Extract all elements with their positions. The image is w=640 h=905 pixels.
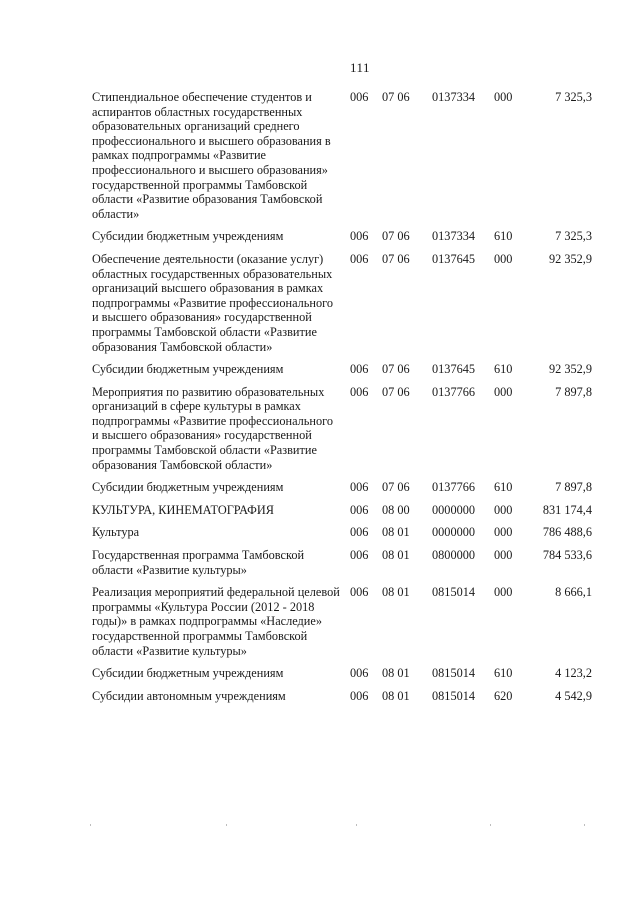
row-name: Субсидии автономным учреждениям <box>92 688 286 703</box>
row-target-code: 0800000 <box>432 548 476 563</box>
row-ministry-code: 006 <box>350 688 369 703</box>
row-name: КУЛЬТУРА, КИНЕМАТОГРАФИЯ <box>92 502 274 517</box>
row-name: Культура <box>92 525 140 540</box>
row-name: Мероприятия по развитию образовательных организаций в сфере культуры в рамках подпрограммы «Развитие профессионального и высшего образования» государственной программы Тамбовской области «Развитие образования Тамбовской области» <box>92 384 333 472</box>
row-expense-type: 610 <box>494 480 513 495</box>
budget-table-body <box>92 90 592 711</box>
row-target-code: 0815014 <box>432 666 476 681</box>
scan-artifact <box>490 824 491 826</box>
row-target-code: 0815014 <box>432 688 476 703</box>
scan-artifact <box>90 824 91 826</box>
table-row <box>92 525 592 548</box>
row-amount: 784 533,6 <box>542 548 592 563</box>
table-row <box>92 585 592 666</box>
row-section-code: 08 01 <box>382 548 410 563</box>
row-expense-type: 000 <box>494 502 513 517</box>
row-target-code: 0137766 <box>432 384 476 399</box>
row-name: Реализация мероприятий федеральной целевой программы «Культура России (2012 - 2018 годы)» в рамках подпрограммы «Наследие» государственной программы Тамбовской области «Развитие культуры» <box>92 585 340 658</box>
row-expense-type: 000 <box>494 525 513 540</box>
row-section-code: 08 01 <box>382 585 410 600</box>
row-name: Субсидии бюджетным учреждениям <box>92 229 284 244</box>
row-ministry-code: 006 <box>350 666 369 681</box>
row-name: Субсидии бюджетным учреждениям <box>92 362 284 377</box>
row-name: Обеспечение деятельности (оказание услуг) областных государственных образовательных организаций высшего образования в рамках подпрограммы «Развитие профессионального и высшего образования» государственной программы Тамбовской области «Развитие образования Тамбовской области» <box>92 251 333 354</box>
row-ministry-code: 006 <box>350 362 369 377</box>
row-target-code: 0137334 <box>432 90 476 104</box>
row-target-code: 0137645 <box>432 362 476 377</box>
row-amount: 8 666,1 <box>555 585 592 600</box>
row-target-code: 0000000 <box>432 502 476 517</box>
scan-artifact <box>356 824 357 826</box>
row-amount: 831 174,4 <box>542 502 592 517</box>
row-ministry-code: 006 <box>350 502 369 517</box>
row-amount: 7 325,3 <box>555 229 592 244</box>
row-section-code: 07 06 <box>382 251 410 266</box>
table-row <box>92 666 592 689</box>
row-ministry-code: 006 <box>350 548 369 563</box>
row-ministry-code: 006 <box>350 585 369 600</box>
table-row <box>92 548 592 585</box>
row-section-code: 08 01 <box>382 688 410 703</box>
row-amount: 7 897,8 <box>555 480 592 495</box>
row-amount: 4 123,2 <box>555 666 592 681</box>
row-section-code: 07 06 <box>382 362 410 377</box>
row-section-code: 08 01 <box>382 525 410 540</box>
row-section-code: 08 00 <box>382 502 410 517</box>
table-row <box>92 480 592 503</box>
row-ministry-code: 006 <box>350 251 369 266</box>
table-row <box>92 229 592 252</box>
budget-table <box>92 90 592 711</box>
row-section-code: 07 06 <box>382 90 410 104</box>
table-row <box>92 689 592 712</box>
table-row <box>92 90 592 229</box>
row-target-code: 0137334 <box>432 229 476 244</box>
row-name: Стипендиальное обеспечение студентов и аспирантов областных государственных образовательных организаций среднего профессионального и высшего образования в рамках подпрограммы «Развитие профессионального и высшего образования» государственной программы Тамбовской области «Развитие образования Тамбовской области» <box>92 90 331 221</box>
row-section-code: 07 06 <box>382 229 410 244</box>
row-target-code: 0137645 <box>432 251 476 266</box>
row-target-code: 0000000 <box>432 525 476 540</box>
row-name: Субсидии бюджетным учреждениям <box>92 480 284 495</box>
row-amount: 92 352,9 <box>548 251 592 266</box>
table-row <box>92 362 592 385</box>
row-name: Субсидии бюджетным учреждениям <box>92 666 284 681</box>
row-amount: 7 897,8 <box>555 384 592 399</box>
row-amount: 92 352,9 <box>548 362 592 377</box>
row-ministry-code: 006 <box>350 384 369 399</box>
row-target-code: 0137766 <box>432 480 476 495</box>
table-row <box>92 503 592 526</box>
row-name: Государственная программа Тамбовской области «Развитие культуры» <box>92 548 305 577</box>
row-ministry-code: 006 <box>350 90 369 104</box>
row-expense-type: 000 <box>494 90 513 104</box>
row-expense-type: 000 <box>494 384 513 399</box>
row-ministry-code: 006 <box>350 229 369 244</box>
row-section-code: 07 06 <box>382 384 410 399</box>
table-row <box>92 385 592 481</box>
row-target-code: 0815014 <box>432 585 476 600</box>
row-amount: 786 488,6 <box>542 525 592 540</box>
row-amount: 7 325,3 <box>555 90 592 104</box>
row-expense-type: 610 <box>494 362 513 377</box>
row-expense-type: 610 <box>494 666 513 681</box>
row-expense-type: 620 <box>494 688 513 703</box>
row-expense-type: 000 <box>494 585 513 600</box>
page-number: 111 <box>349 60 371 75</box>
row-ministry-code: 006 <box>350 525 369 540</box>
table-row <box>92 252 592 362</box>
row-expense-type: 610 <box>494 229 513 244</box>
scan-artifact <box>584 824 585 826</box>
row-expense-type: 000 <box>494 251 513 266</box>
row-expense-type: 000 <box>494 548 513 563</box>
row-amount: 4 542,9 <box>555 688 592 703</box>
row-ministry-code: 006 <box>350 480 369 495</box>
scan-artifact <box>226 824 227 826</box>
row-section-code: 07 06 <box>382 480 410 495</box>
row-section-code: 08 01 <box>382 666 410 681</box>
